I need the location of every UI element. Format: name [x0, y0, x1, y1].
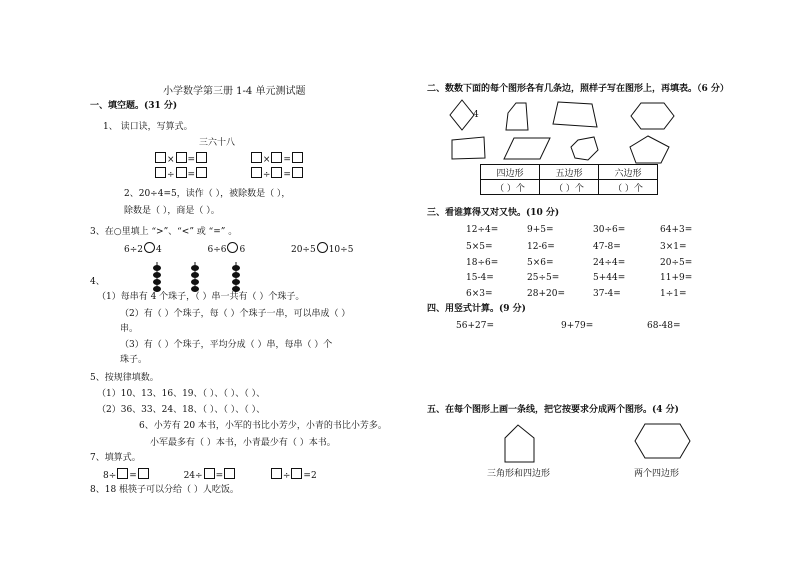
q4-line-3b: 珠子。: [120, 355, 148, 365]
q7-label: 7、填算式。: [90, 453, 141, 463]
q2-line-2: 除数是（ ），商是（ ）。: [124, 206, 220, 216]
section-1-header: 一、填空题。(31 分): [90, 101, 178, 111]
section-5-header: 五、在每个图形上画一条线，把它按要求分成两个图形。(4 分): [427, 405, 679, 415]
bead-string-3: [232, 262, 240, 292]
q1-rhyme: 三六十八: [199, 138, 236, 148]
q4-label: 4、: [90, 277, 105, 287]
section-2-header: 二、数数下面的每个图形各有几条边，照样子写在图形上，再填表。（6 分）: [427, 84, 729, 94]
calc-item: 3×1=: [660, 242, 687, 252]
caption-triangle-quadrilateral: 三角形和四边形: [487, 469, 551, 479]
calc-item: 64+3=: [660, 225, 693, 235]
caption-two-quadrilaterals: 两个四边形: [634, 469, 680, 479]
table-header-pentagon: 五边形: [540, 165, 599, 180]
pentagon-shape-2: [452, 137, 485, 159]
q5-label: 5、按规律填数。: [90, 373, 159, 383]
calc-item: 18÷6=: [466, 258, 499, 268]
q3-items: 6÷2 4 6÷6 6 20÷5 10÷5: [124, 242, 353, 256]
pentagon-shape-1: [506, 103, 528, 130]
calc-item: 6×3=: [466, 289, 493, 299]
calc-item: 12-6=: [527, 242, 555, 252]
calc-item: 20÷5=: [660, 258, 693, 268]
answer-box[interactable]: [271, 468, 282, 479]
calc-item: 5+44=: [593, 273, 626, 283]
answer-box[interactable]: [204, 468, 215, 479]
calc-item: 5×5=: [466, 242, 493, 252]
hexagon-shape-1: [631, 103, 674, 129]
calc-item: 47-8=: [593, 242, 621, 252]
section-3-header: 三、看谁算得又对又快。(10 分): [427, 208, 560, 218]
q4-line-2b: 串。: [120, 324, 139, 334]
q5-line-2: （2）36、33、24、18、（ ）、（ ）、（ ）、: [97, 405, 266, 415]
q6-line-1: 6、小芳有 20 本书，小军的书比小芳少，小青的书比小芳多。: [139, 421, 387, 431]
q4-line-3: （3）有（ ）个珠子，平均分成（ ）串，每串（ ）个: [120, 340, 333, 350]
vertical-calc-item: 9+79=: [561, 321, 594, 331]
vertical-calc-item: 56+27=: [456, 321, 494, 331]
rhombus-example-label: 4: [473, 110, 479, 120]
answer-box[interactable]: [291, 468, 302, 479]
table-cell-hexagon[interactable]: （ ）个: [599, 180, 658, 195]
table-header-quadrilateral: 四边形: [481, 165, 540, 180]
pentagon-division-shape: [505, 425, 534, 462]
bead-string-2: [191, 262, 199, 292]
calc-item: 5×6=: [527, 258, 554, 268]
section-4-header: 四、用竖式计算。(9 分): [427, 304, 526, 314]
calc-item: 12÷4=: [466, 225, 499, 235]
calc-item: 30÷6=: [593, 225, 626, 235]
calc-item: 11+9=: [660, 273, 693, 283]
shape-count-table: [480, 164, 658, 195]
table-cell-quadrilateral[interactable]: （ ）个: [481, 180, 540, 195]
parallelogram-shape: [504, 138, 550, 159]
pentagon-shape-3: [630, 136, 669, 163]
calc-item: 9+5=: [527, 225, 554, 235]
bead-string-1: [153, 262, 161, 292]
calc-item: 28+20=: [527, 289, 565, 299]
answer-box[interactable]: [138, 468, 149, 479]
q4-line-1: （1）每串有 4 个珠子，（ ）串一共有（ ）个珠子。: [97, 292, 305, 302]
q1-label: 1、 读口诀，写算式。: [103, 122, 193, 132]
q1-row-1: × = × =: [154, 152, 304, 166]
table-cell-pentagon[interactable]: （ ）个: [540, 180, 599, 195]
calc-item: 1÷1=: [660, 289, 687, 299]
q6-line-2: 小军最多有（ ）本书，小青最少有（ ）本书。: [150, 438, 336, 448]
q8-line: 8、18 根筷子可以分给（ ）人吃饭。: [90, 485, 239, 495]
calc-item: 24÷4=: [593, 258, 626, 268]
q7-items: 8÷ = 24÷ = ÷ =2: [103, 468, 317, 482]
calc-item: 15-4=: [466, 273, 494, 283]
hexagon-shape-2: [571, 137, 598, 160]
section-2-shapes: [450, 100, 674, 163]
q4-line-2: （2）有（ ）个珠子，每（ ）个珠子一串，可以串成（ ）: [120, 309, 351, 319]
calc-item: 25÷5=: [527, 273, 560, 283]
vertical-calc-item: 68-48=: [647, 321, 681, 331]
q2-line-1: 2、20÷4=5，读作（ ），被除数是（ ），: [124, 189, 291, 199]
q3-label: 3、在○里填上 “>”、“<” 或 “=” 。: [90, 227, 238, 237]
page-title: 小学数学第三册 1-4 单元测试题: [163, 86, 306, 97]
answer-box[interactable]: [117, 468, 128, 479]
rhombus-example-shape: [450, 100, 474, 130]
q5-line-1: （1）10、13、16、19、（ ）、（ ）、（ ）、: [97, 389, 266, 399]
calc-item: 37-4=: [593, 289, 621, 299]
hexagon-division-shape: [635, 424, 690, 458]
table-header-hexagon: 六边形: [599, 165, 658, 180]
answer-box[interactable]: [224, 468, 235, 479]
quadrilateral-shape-1: [553, 102, 597, 127]
q1-row-2: ÷ = ÷ =: [154, 167, 304, 181]
